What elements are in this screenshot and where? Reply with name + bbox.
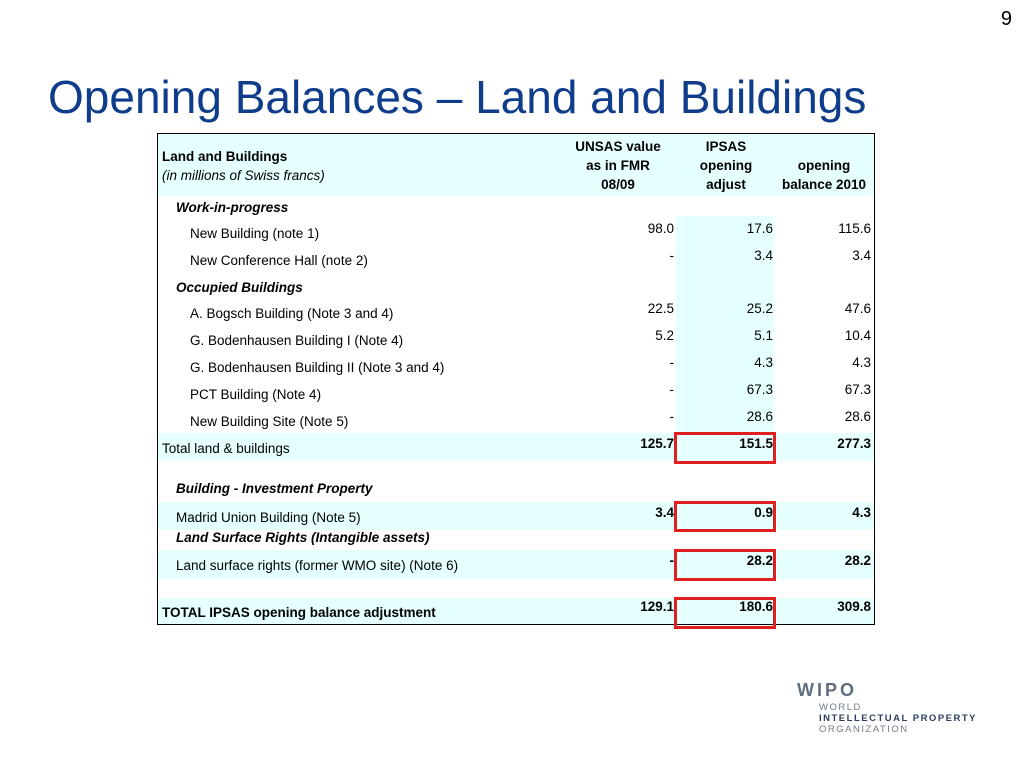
table-row bbox=[158, 245, 874, 272]
logo-line-world: WORLD bbox=[819, 702, 862, 713]
balances-table bbox=[157, 133, 875, 625]
land-rights-ipsas-adjust: 28.2 bbox=[746, 553, 773, 568]
land-rights-label: Land surface rights (former WMO site) (Note 6) bbox=[176, 558, 459, 573]
row-unsas-value: - bbox=[669, 409, 674, 424]
logo-line-organization: ORGANIZATION bbox=[819, 724, 909, 735]
row-opening-balance: 67.3 bbox=[844, 382, 871, 397]
row-opening-balance: 47.6 bbox=[844, 301, 871, 316]
logo-line-intellectual-property: INTELLECTUAL PROPERTY bbox=[819, 713, 977, 724]
grand-total-ipsas-adjust: 180.6 bbox=[739, 599, 773, 614]
table-row bbox=[158, 379, 874, 406]
grand-total-unsas-value: 129.1 bbox=[640, 599, 674, 614]
slide-title: Opening Balances – Land and Buildings bbox=[48, 71, 867, 123]
highlight-land-rights-adjust bbox=[674, 549, 776, 581]
header-unsas-line2: as in FMR bbox=[586, 158, 650, 173]
land-rights-unsas-value: - bbox=[669, 553, 674, 568]
page-number: 9 bbox=[1000, 8, 1012, 30]
header-label-subtitle: (in millions of Swiss francs) bbox=[162, 168, 325, 183]
header-opening-line1: opening bbox=[797, 158, 851, 173]
grand-total-label: TOTAL IPSAS opening balance adjustment bbox=[162, 605, 436, 620]
table-row bbox=[158, 218, 874, 245]
row-ipsas-adjust: 3.4 bbox=[754, 248, 773, 263]
grand-total-opening-balance: 309.8 bbox=[837, 599, 871, 614]
table-row bbox=[158, 406, 874, 433]
row-label: New Conference Hall (note 2) bbox=[190, 253, 368, 268]
section-land-surface-rights: Land Surface Rights (Intangible assets) bbox=[176, 530, 430, 545]
header-ipsas-line1: IPSAS bbox=[705, 139, 747, 154]
section-occupied-buildings: Occupied Buildings bbox=[176, 280, 303, 295]
highlight-grand-total-adjust bbox=[674, 597, 776, 629]
madrid-opening-balance: 4.3 bbox=[852, 505, 871, 520]
header-label-title: Land and Buildings bbox=[162, 149, 288, 164]
highlight-madrid-adjust bbox=[674, 501, 776, 532]
header-ipsas-line3: adjust bbox=[706, 177, 746, 192]
row-label: PCT Building (Note 4) bbox=[190, 387, 322, 402]
row-unsas-value: 22.5 bbox=[647, 301, 674, 316]
header-unsas-line3: 08/09 bbox=[601, 177, 635, 192]
header-ipsas-line2: opening bbox=[699, 158, 753, 173]
header-ipsas-adjust bbox=[678, 137, 774, 194]
row-opening-balance: 115.6 bbox=[838, 221, 871, 236]
row-ipsas-adjust: 28.6 bbox=[746, 409, 773, 424]
header-unsas-value bbox=[558, 137, 678, 194]
highlight-total-land-adjust bbox=[674, 432, 776, 464]
row-ipsas-adjust: 17.6 bbox=[746, 221, 773, 236]
row-ipsas-adjust: 25.2 bbox=[746, 301, 773, 316]
total-land-ipsas-adjust: 151.5 bbox=[739, 436, 773, 451]
table-header bbox=[158, 134, 874, 196]
row-unsas-value: 5.2 bbox=[655, 328, 674, 343]
header-unsas-line1: UNSAS value bbox=[575, 139, 661, 154]
row-ipsas-adjust: 4.3 bbox=[754, 355, 773, 370]
row-opening-balance: 3.4 bbox=[852, 248, 871, 263]
row-opening-balance: 28.6 bbox=[844, 409, 871, 424]
row-label: A. Bogsch Building (Note 3 and 4) bbox=[190, 306, 394, 321]
table-row bbox=[158, 325, 874, 352]
madrid-ipsas-adjust: 0.9 bbox=[754, 505, 773, 520]
row-unsas-value: - bbox=[669, 382, 674, 397]
row-unsas-value: - bbox=[669, 355, 674, 370]
row-ipsas-adjust: 67.3 bbox=[746, 382, 773, 397]
total-land-unsas-value: 125.7 bbox=[640, 436, 674, 451]
table-row bbox=[158, 352, 874, 379]
section-investment-property: Building - Investment Property bbox=[176, 481, 373, 496]
row-opening-balance: 10.4 bbox=[844, 328, 871, 343]
total-land-label: Total land & buildings bbox=[162, 441, 290, 456]
row-opening-balance: 4.3 bbox=[852, 355, 871, 370]
section-work-in-progress: Work-in-progress bbox=[176, 200, 289, 215]
madrid-unsas-value: 3.4 bbox=[655, 505, 674, 520]
row-label: G. Bodenhausen Building I (Note 4) bbox=[190, 333, 404, 348]
total-land-opening-balance: 277.3 bbox=[837, 436, 871, 451]
table-row bbox=[158, 298, 874, 325]
land-rights-opening-balance: 28.2 bbox=[844, 553, 871, 568]
row-unsas-value: 98.0 bbox=[647, 221, 674, 236]
logo-name: WIPO bbox=[797, 680, 857, 700]
row-label: G. Bodenhausen Building II (Note 3 and 4) bbox=[190, 360, 445, 375]
row-label: New Building Site (Note 5) bbox=[190, 414, 349, 429]
madrid-label: Madrid Union Building (Note 5) bbox=[176, 510, 361, 525]
row-unsas-value: - bbox=[669, 248, 674, 263]
row-ipsas-adjust: 5.1 bbox=[754, 328, 773, 343]
row-label: New Building (note 1) bbox=[190, 226, 320, 241]
header-opening-balance bbox=[774, 156, 874, 194]
header-opening-line2: balance 2010 bbox=[781, 177, 867, 192]
